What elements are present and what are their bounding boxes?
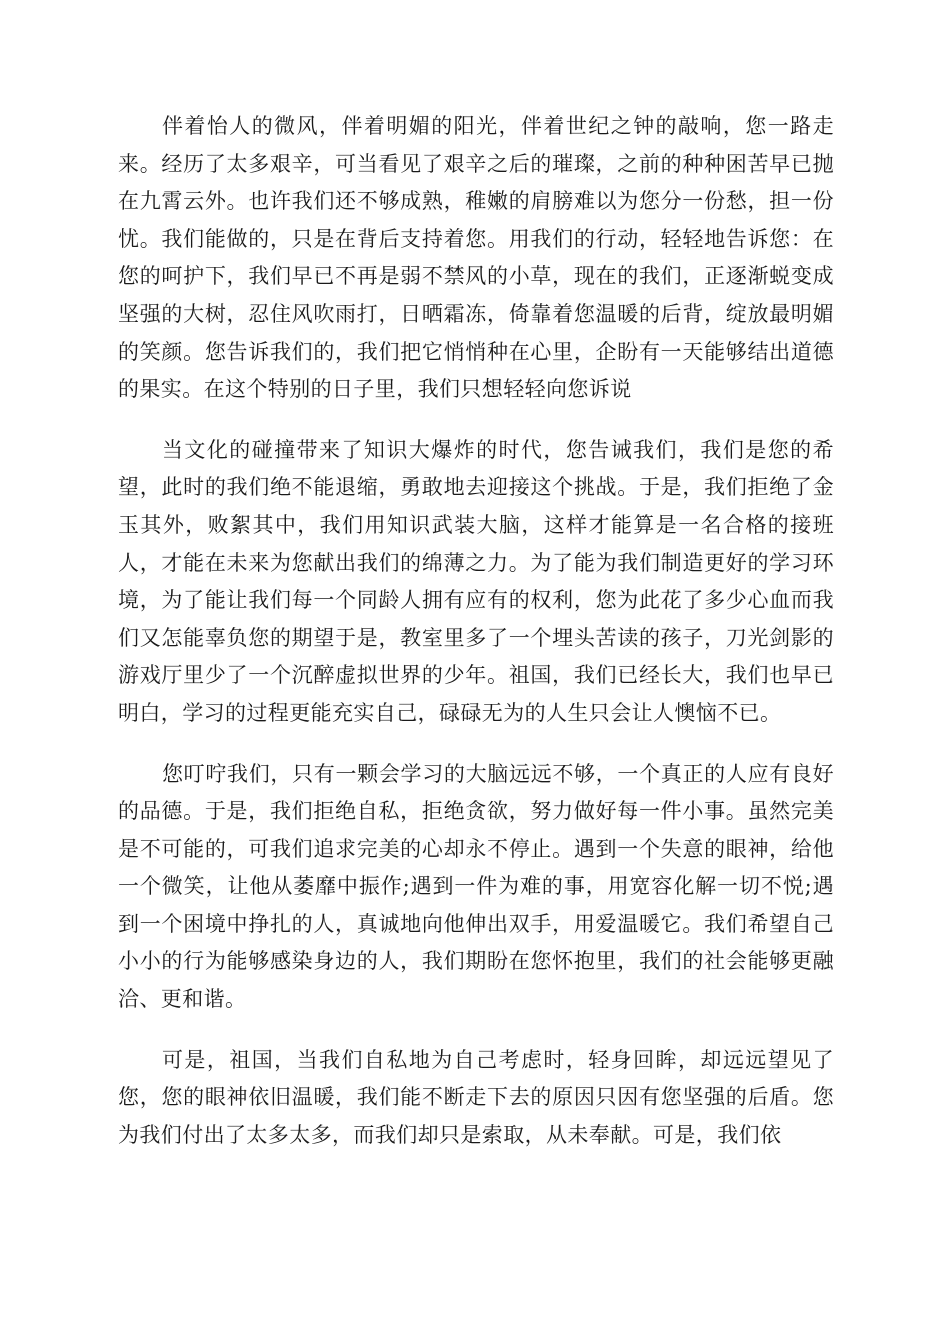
paragraph-4: 可是，祖国，当我们自私地为自己考虑时，轻身回眸，却远远望见了您，您的眼神依旧温暖，我们能不断走下去的原因只因有您坚强的后盾。您为我们付出了太多太多，而我们却只是索取，从未奉献。可是，我们依	[118, 1047, 834, 1147]
paragraph-1: 伴着怡人的微风，伴着明媚的阳光，伴着世纪之钟的敲响，您一路走来。经历了太多艰辛，可当看见了艰辛之后的璀璨，之前的种种困苦早已抛在九霄云外。也许我们还不够成熟，稚嫩的肩膀难以为您分一份愁，担一份忧。我们能做的，只是在背后支持着您。用我们的行动，轻轻地告诉您：在您的呵护下，我们早已不再是弱不禁风的小草，现在的我们，正逐渐蜕变成坚强的大树，忍住风吹雨打，日晒霜冻，倚靠着您温暖的后背，绽放最明媚的笑颜。您告诉我们的，我们把它悄悄种在心里，企盼有一天能够结出道德的果实。在这个特别的日子里，我们只想轻轻向您诉说	[118, 114, 834, 402]
document-body	[118, 108, 834, 1177]
paragraph-3: 您叮咛我们，只有一颗会学习的大脑远远不够，一个真正的人应有良好的品德。于是，我们拒绝自私，拒绝贪欲，努力做好每一件小事。虽然完美是不可能的，可我们追求完美的心却永不停止。遇到一个失意的眼神，给他一个微笑，让他从萎靡中振作;遇到一件为难的事，用宽容化解一切不悦;遇到一个困境中挣扎的人，真诚地向他伸出双手，用爱温暖它。我们希望自己小小的行为能够感染身边的人，我们期盼在您怀抱里，我们的社会能够更融洽、更和谐。	[118, 761, 834, 1012]
paragraph-2: 当文化的碰撞带来了知识大爆炸的时代，您告诫我们，我们是您的希望，此时的我们绝不能退缩，勇敢地去迎接这个挑战。于是，我们拒绝了金玉其外，败絮其中，我们用知识武装大脑，这样才能算是一名合格的接班人，才能在未来为您献出我们的绵薄之力。为了能为我们制造更好的学习环境，为了能让我们每一个同龄人拥有应有的权利，您为此花了多少心血而我们又怎能辜负您的期望于是，教室里多了一个埋头苦读的孩子，刀光剑影的游戏厅里少了一个沉醉虚拟世界的少年。祖国，我们已经长大，我们也早已明白，学习的过程更能充实自己，碌碌无为的人生只会让人懊恼不已。	[118, 437, 834, 725]
